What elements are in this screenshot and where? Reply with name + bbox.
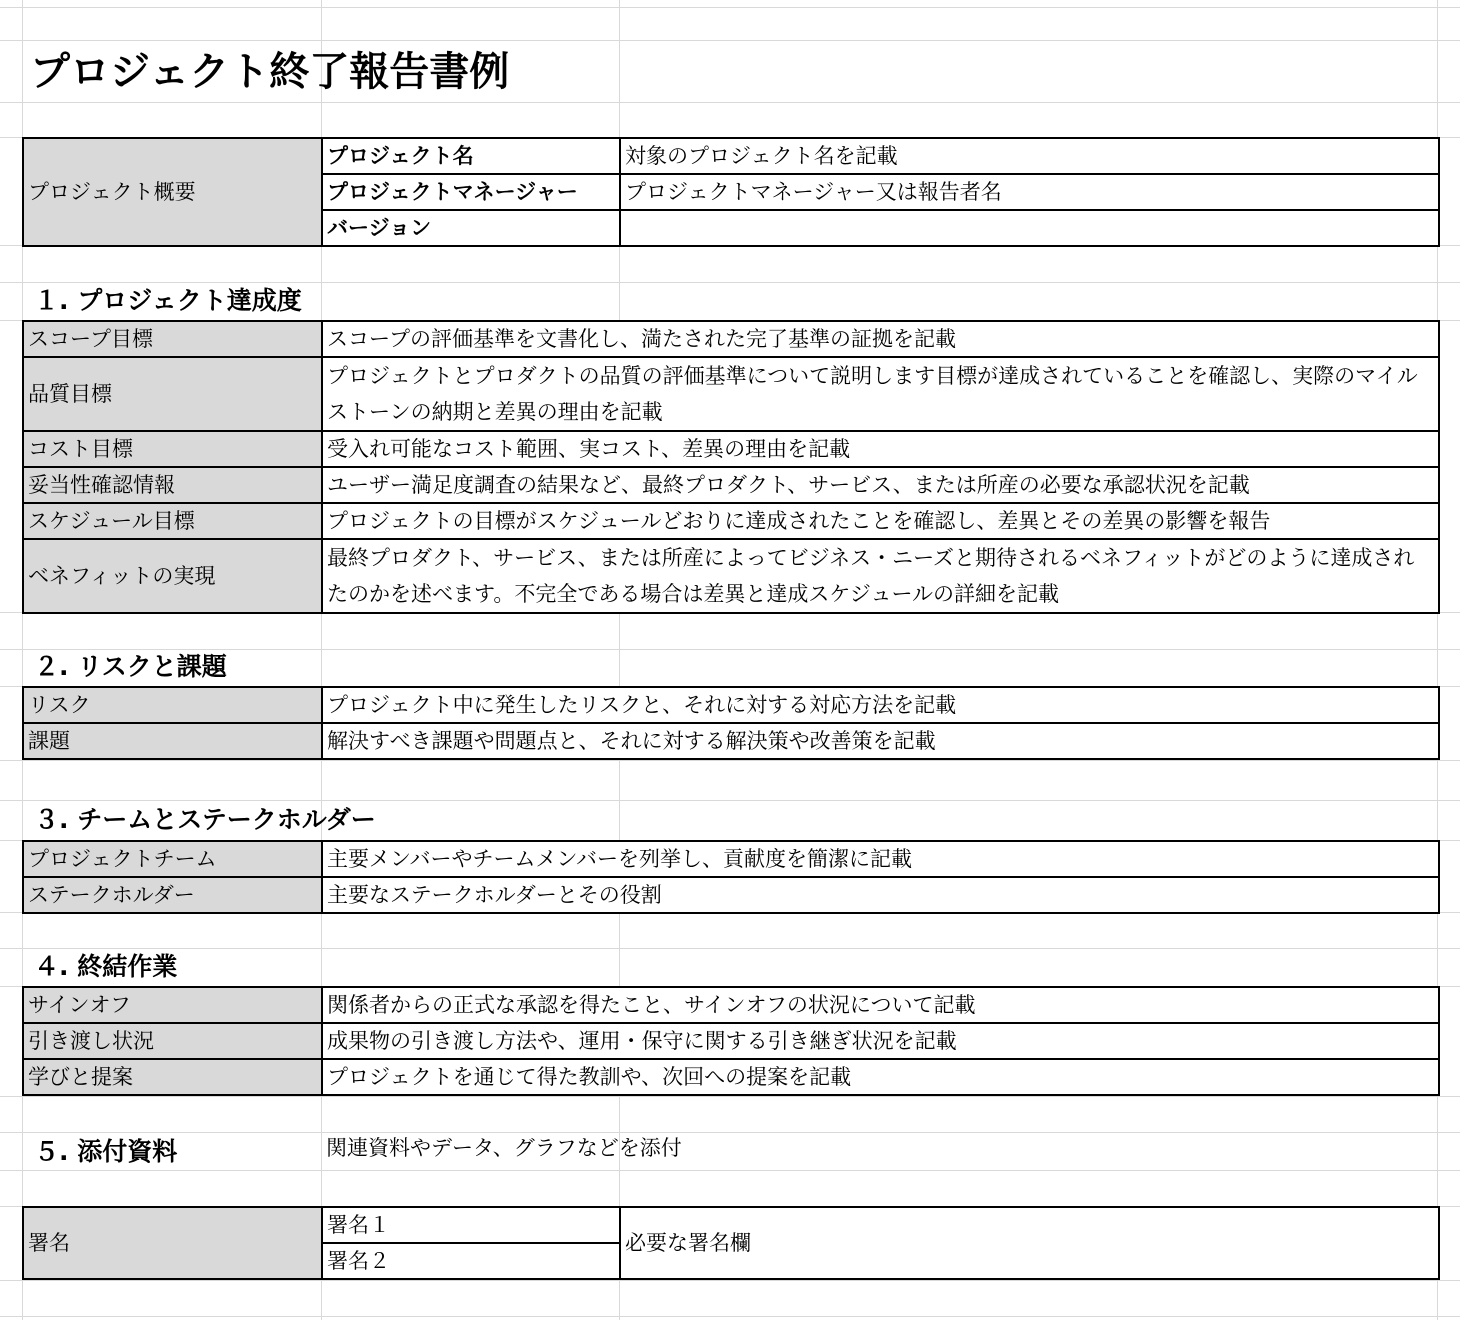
row-label: 妥当性確認情報	[23, 467, 322, 503]
overview-value[interactable]	[620, 210, 1439, 246]
row-value[interactable]: プロジェクトを通じて得た教訓や、次回への提案を記載	[322, 1059, 1439, 1095]
row-value[interactable]: 主要メンバーやチームメンバーを列挙し、貢献度を簡潔に記載	[322, 841, 1439, 877]
section-heading-closing: ４. 終結作業	[34, 952, 178, 981]
section-heading-team: ３. チームとステークホルダー	[34, 805, 376, 834]
row-value[interactable]: 関係者からの正式な承認を得たこと、サインオフの状況について記載	[322, 987, 1439, 1023]
section-heading-attachments: ５. 添付資料	[34, 1137, 178, 1166]
page-title: プロジェクト終了報告書例	[30, 49, 510, 95]
row-value[interactable]: 受入れ可能なコスト範囲、実コスト、差異の理由を記載	[322, 431, 1439, 467]
signature-note[interactable]: 必要な署名欄	[620, 1207, 1439, 1279]
row-label: サインオフ	[23, 987, 322, 1023]
team-table	[22, 840, 1440, 914]
overview-key: プロジェクト名	[322, 138, 620, 174]
section-heading-achievement: １. プロジェクト達成度	[34, 286, 302, 315]
overview-key: プロジェクトマネージャー	[322, 174, 620, 210]
row-value[interactable]: 解決すべき課題や問題点と、それに対する解決策や改善策を記載	[322, 723, 1439, 759]
row-value[interactable]: ユーザー満足度調査の結果など、最終プロダクト、サービス、または所産の必要な承認状況を記載	[322, 467, 1439, 503]
attachments-note[interactable]: 関連資料やデータ、グラフなどを添付	[326, 1136, 682, 1160]
signature-label: 署名	[23, 1207, 322, 1279]
overview-value[interactable]: プロジェクトマネージャー又は報告者名	[620, 174, 1439, 210]
row-value[interactable]: プロジェクト中に発生したリスクと、それに対する対応方法を記載	[322, 687, 1439, 723]
risk-table	[22, 686, 1440, 760]
row-label: スコープ目標	[23, 321, 322, 357]
row-value[interactable]: 成果物の引き渡し方法や、運用・保守に関する引き継ぎ状況を記載	[322, 1023, 1439, 1059]
achievement-table	[22, 320, 1440, 614]
row-label: 品質目標	[23, 357, 322, 431]
row-label: ステークホルダー	[23, 877, 322, 913]
row-value[interactable]: スコープの評価基準を文書化し、満たされた完了基準の証拠を記載	[322, 321, 1439, 357]
signature-item[interactable]: 署名１	[322, 1207, 620, 1243]
closing-table	[22, 986, 1440, 1096]
row-value[interactable]: プロジェクトの目標がスケジュールどおりに達成されたことを確認し、差異とその差異の影響を報告	[322, 503, 1439, 539]
row-value[interactable]: プロジェクトとプロダクトの品質の評価基準について説明します目標が達成されていることを確認し、実際のマイルストーンの納期と差異の理由を記載	[322, 357, 1439, 431]
row-label: 学びと提案	[23, 1059, 322, 1095]
row-label: 課題	[23, 723, 322, 759]
row-label: スケジュール目標	[23, 503, 322, 539]
row-label: コスト目標	[23, 431, 322, 467]
row-value[interactable]: 最終プロダクト、サービス、または所産によってビジネス・ニーズと期待されるベネフィットがどのように達成されたのかを述べます。不完全である場合は差異と達成スケジュールの詳細を記載	[322, 539, 1439, 613]
row-value[interactable]: 主要なステークホルダーとその役割	[322, 877, 1439, 913]
overview-value[interactable]: 対象のプロジェクト名を記載	[620, 138, 1439, 174]
overview-label: プロジェクト概要	[23, 138, 322, 246]
row-label: リスク	[23, 687, 322, 723]
signature-item[interactable]: 署名２	[322, 1243, 620, 1279]
row-label: ベネフィットの実現	[23, 539, 322, 613]
row-label: 引き渡し状況	[23, 1023, 322, 1059]
overview-key: バージョン	[322, 210, 620, 246]
row-label: プロジェクトチーム	[23, 841, 322, 877]
signature-table	[22, 1206, 1440, 1280]
overview-table	[22, 137, 1440, 247]
section-heading-risk: ２. リスクと課題	[34, 652, 227, 681]
